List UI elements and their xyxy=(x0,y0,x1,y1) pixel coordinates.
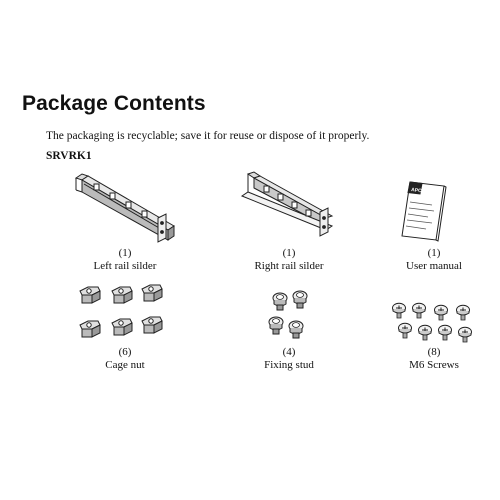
left-rail-slider-illustration xyxy=(72,168,182,243)
item-label: User manual xyxy=(406,260,462,272)
item-user-manual xyxy=(369,247,499,273)
page-title: Package Contents xyxy=(22,92,206,115)
item-quantity: (6) xyxy=(118,346,132,358)
item-label: Left rail silder xyxy=(93,260,157,272)
item-m6-screws xyxy=(369,346,499,372)
item-label: Right rail silder xyxy=(254,260,324,272)
user-manual-illustration xyxy=(398,180,448,242)
intro-text: The packaging is recyclable; save it for reuse or dispose of it properly. xyxy=(46,130,370,142)
item-quantity: (4) xyxy=(282,346,296,358)
item-quantity: (1) xyxy=(118,247,132,259)
item-cage-nut xyxy=(60,346,190,372)
model-name: SRVRK1 xyxy=(46,150,92,162)
right-rail-slider-illustration xyxy=(240,168,340,240)
item-quantity: (1) xyxy=(427,247,441,259)
item-label: Cage nut xyxy=(105,359,145,371)
item-fixing-stud xyxy=(224,346,354,372)
item-label: Fixing stud xyxy=(264,359,314,371)
item-label: M6 Screws xyxy=(409,359,459,371)
item-quantity: (8) xyxy=(427,346,441,358)
item-left-rail-slider xyxy=(60,247,190,273)
cage-nut-illustration xyxy=(76,283,166,348)
item-quantity: (1) xyxy=(282,247,296,259)
m6-screw-illustration xyxy=(386,300,476,350)
item-right-rail-slider xyxy=(224,247,354,273)
fixing-stud-illustration xyxy=(266,290,316,345)
manual-logo-text: APC xyxy=(410,187,422,195)
